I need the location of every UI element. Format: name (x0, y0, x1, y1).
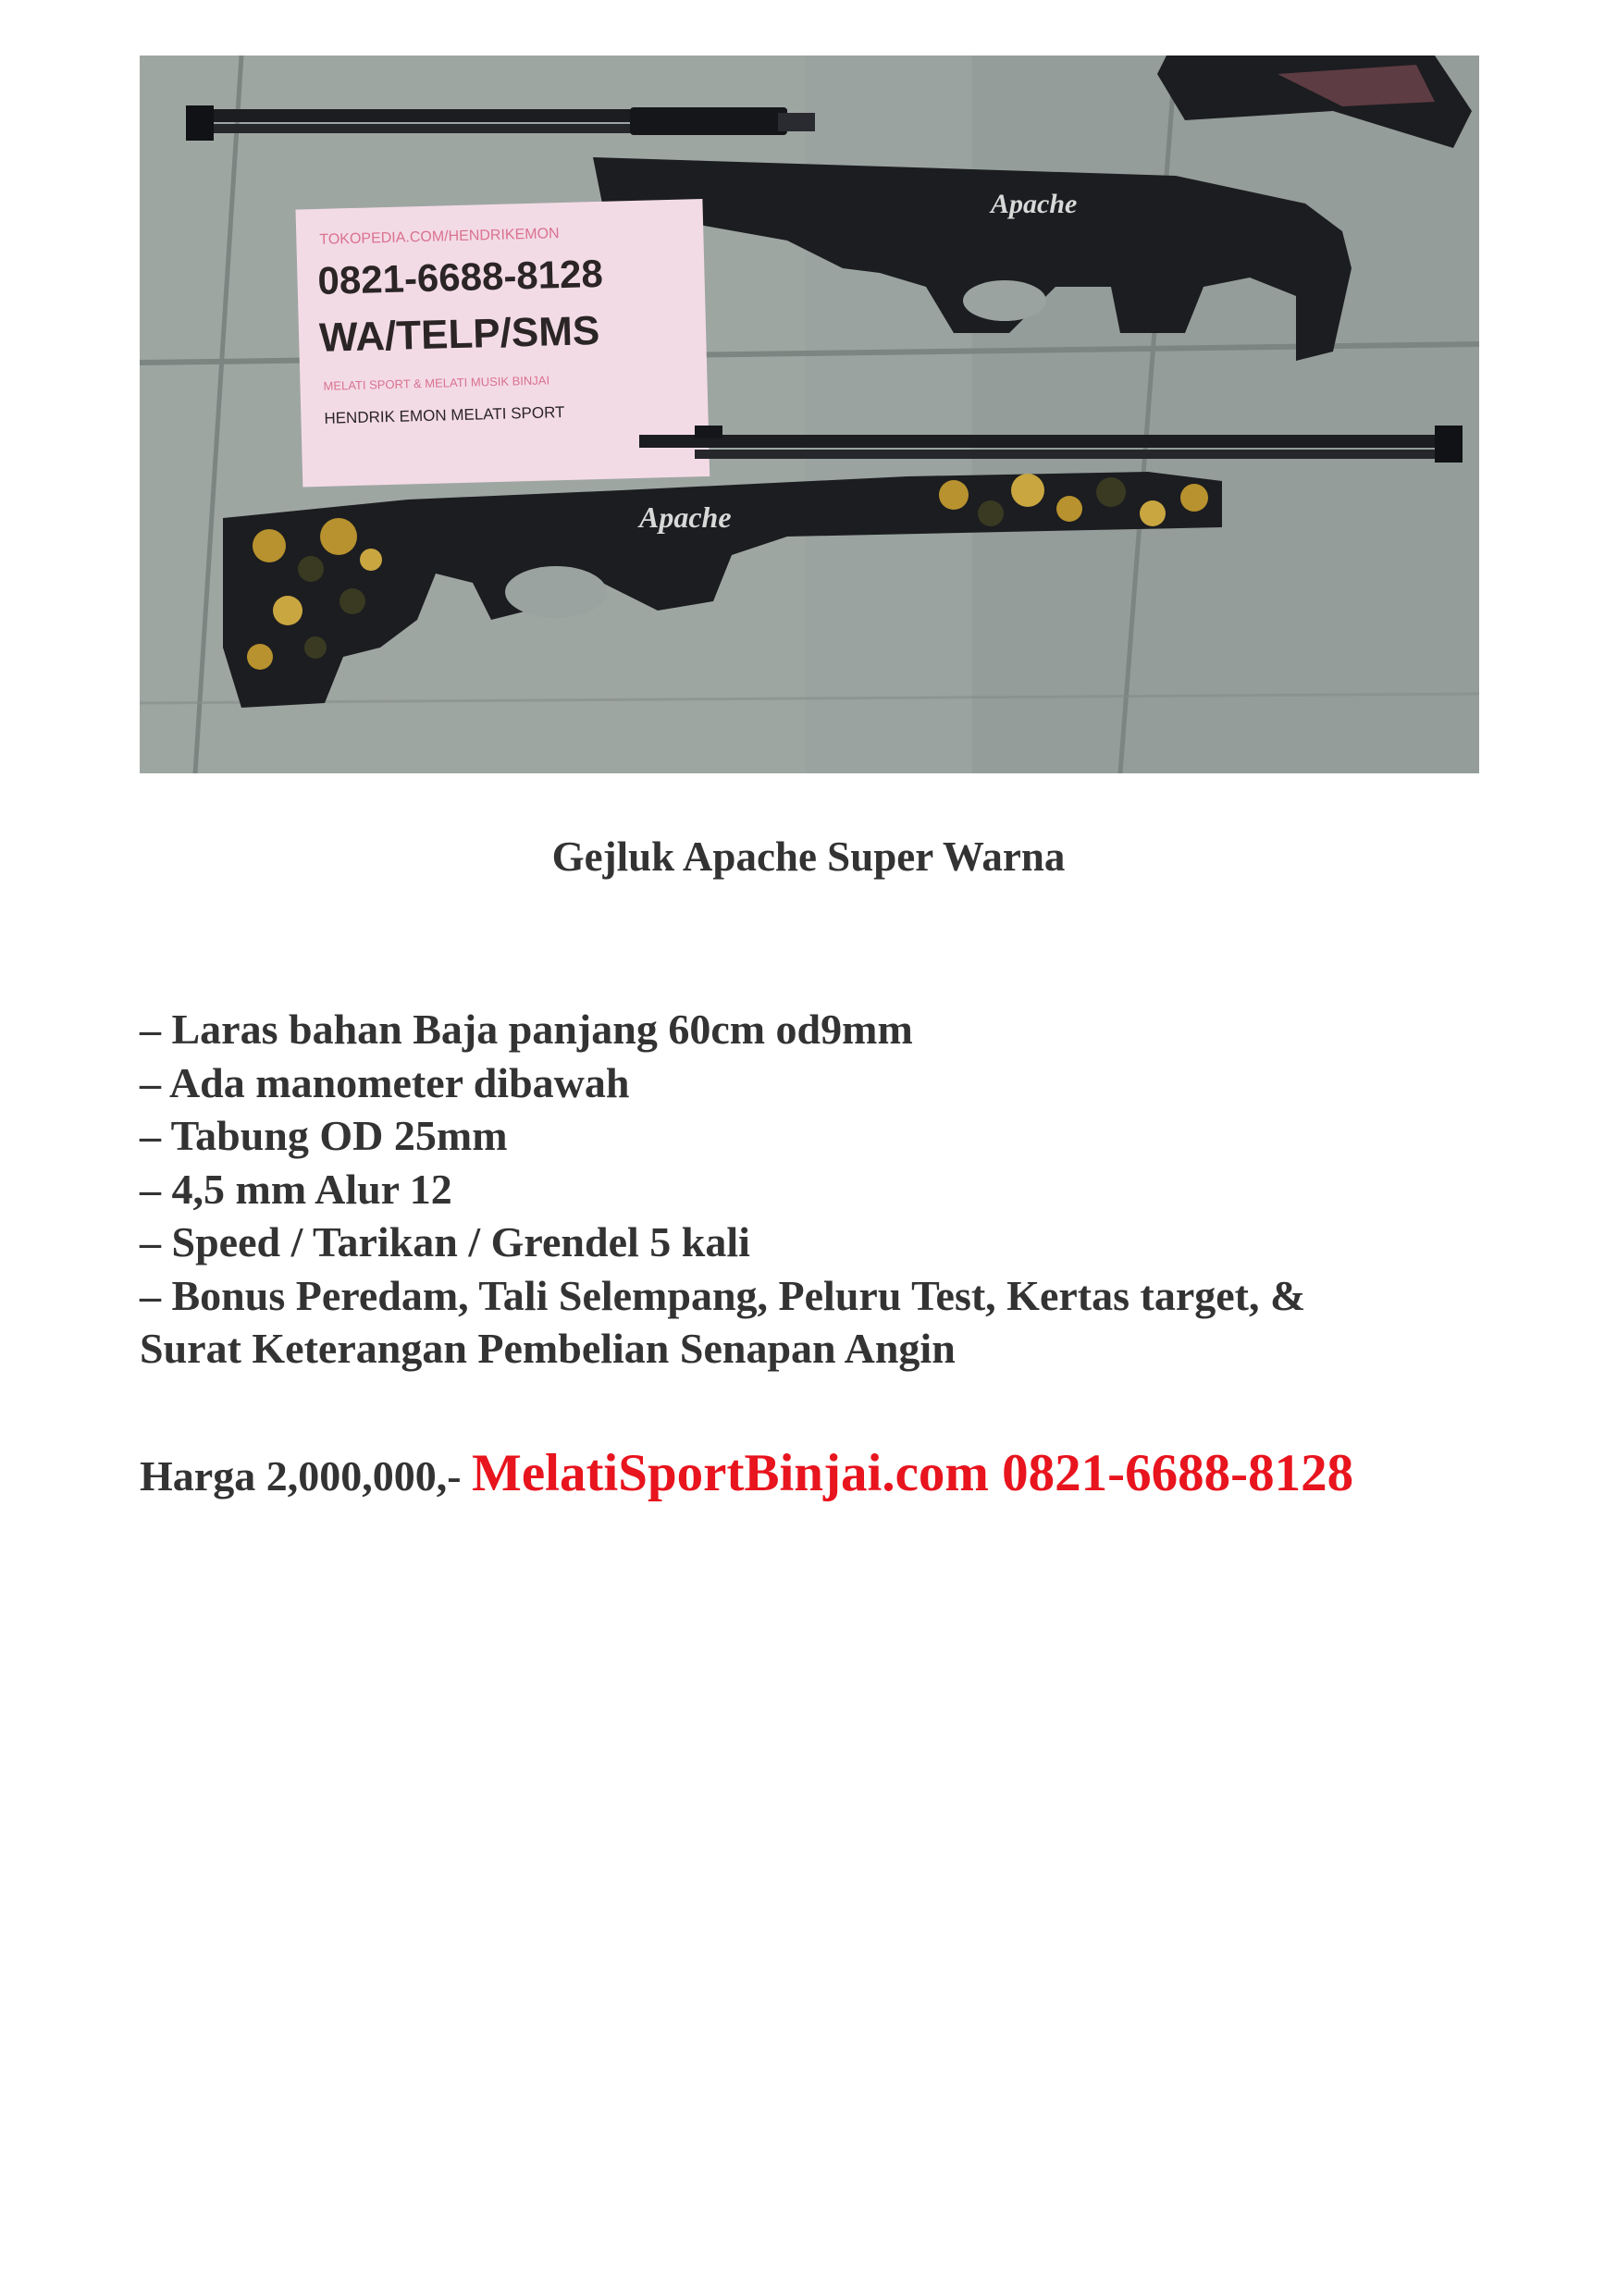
price-label: Harga 2,000,000,- (140, 1452, 473, 1500)
product-caption: Gejluk Apache Super Warna (551, 833, 1066, 880)
card-line-1: TOKOPEDIA.COM/HENDRIKEMON (319, 226, 560, 248)
card-line-5: HENDRIK EMON MELATI SPORT (324, 403, 565, 427)
card-line-4: MELATI SPORT & MELATI MUSIK BINJAI (323, 373, 550, 393)
spec-item-bonus-continued: Surat Keterangan Pembelian Senapan Angin (140, 1325, 956, 1372)
price-contact-link[interactable]: MelatiSportBinjai.com 0821-6688-8128 (472, 1444, 1354, 1502)
spec-item-barrel: – Laras bahan Baja panjang 60cm od9mm (140, 1006, 913, 1053)
spec-item-speed: – Speed / Tarikan / Grendel 5 kali (140, 1218, 750, 1265)
price-line (140, 1443, 1527, 1503)
spec-item-manometer: – Ada manometer dibawah (140, 1058, 630, 1106)
bottom-rifle-brand: Apache (639, 500, 732, 534)
card-line-2: 0821-6688-8128 (316, 251, 604, 302)
spec-item-bonus: – Bonus Peredam, Tali Selempang, Peluru Test, Kertas target, & (140, 1271, 1306, 1319)
spec-item-tube: – Tabung OD 25mm (140, 1112, 508, 1159)
spec-list (140, 1003, 1490, 1376)
product-photo-illustration (140, 56, 1479, 773)
product-photo (140, 56, 1479, 773)
card-line-3: WA/TELP/SMS (318, 308, 600, 361)
spec-item-caliber: – 4,5 mm Alur 12 (140, 1165, 452, 1213)
top-rifle-brand: Apache (991, 189, 1078, 219)
